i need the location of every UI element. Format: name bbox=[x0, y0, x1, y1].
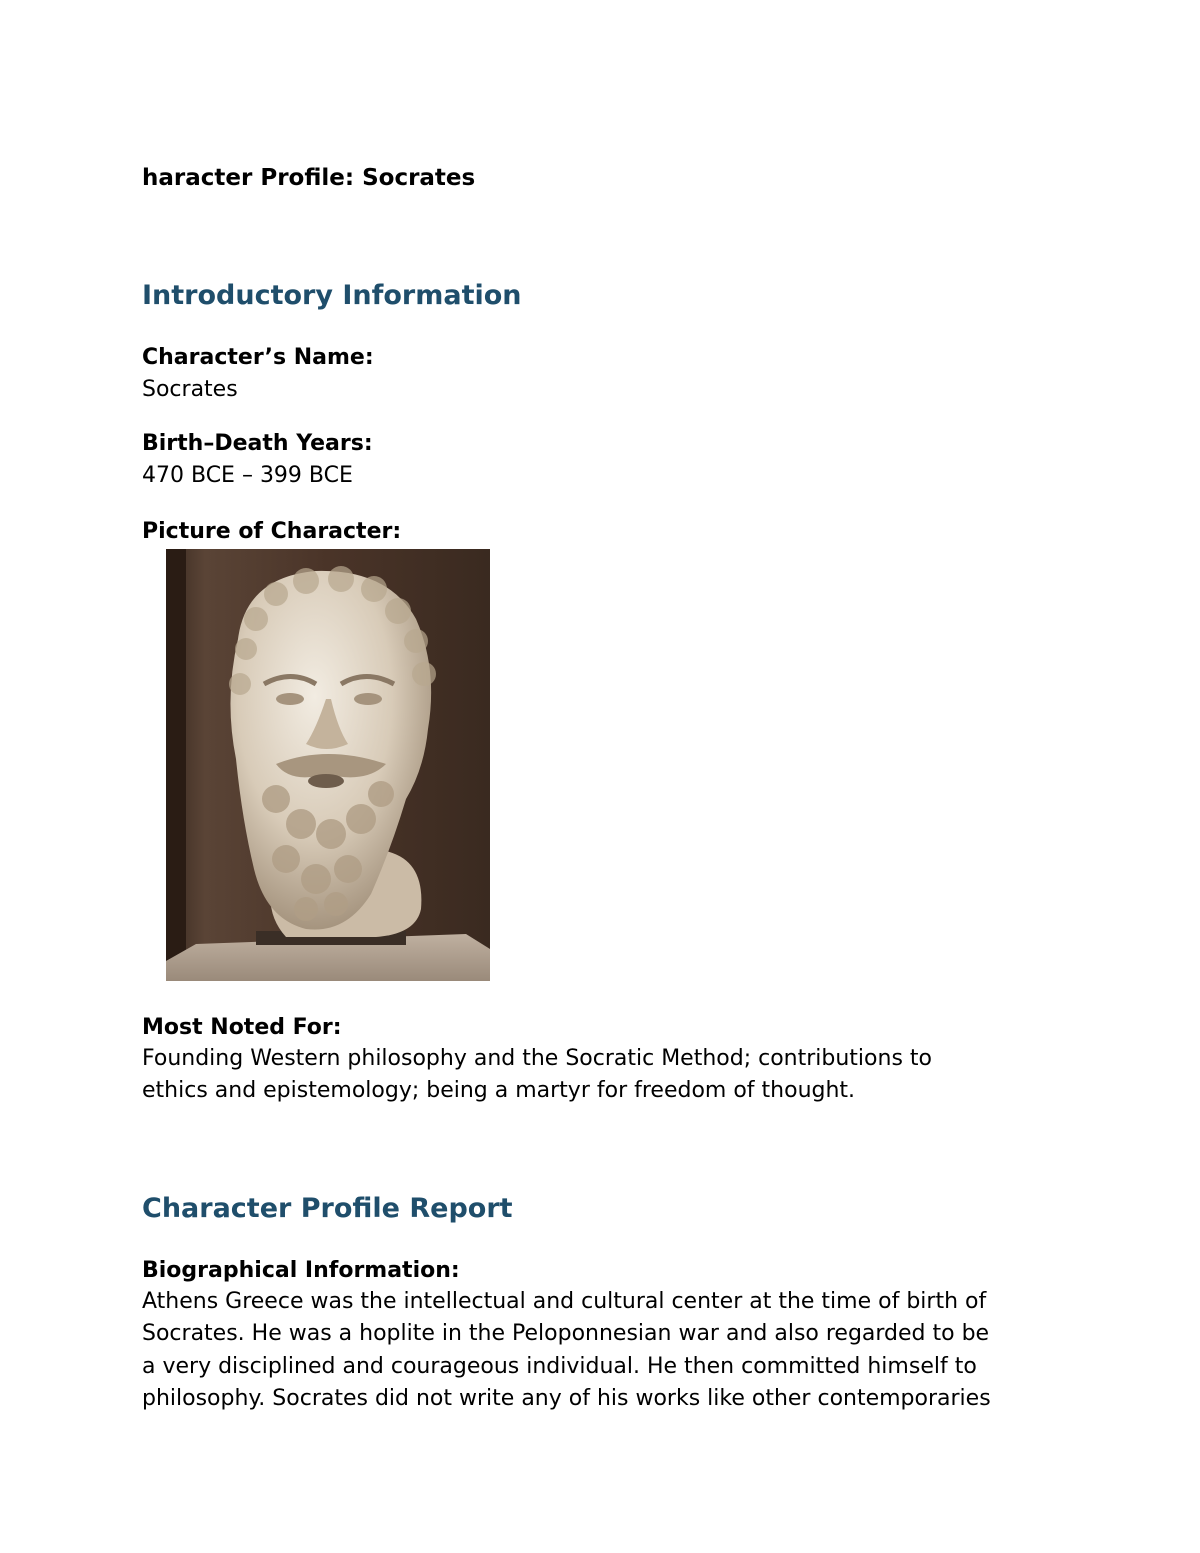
socrates-bust-image bbox=[166, 549, 490, 981]
section-heading-report: Character Profile Report bbox=[142, 1193, 513, 1224]
noted-line: ethics and epistemology; being a martyr for freedom of thought. bbox=[142, 1078, 856, 1104]
bio-line: a very disciplined and courageous individual. He then committed himself to bbox=[142, 1353, 977, 1379]
bio-text bbox=[142, 1286, 1072, 1415]
years-value: 470 BCE – 399 BCE bbox=[142, 463, 353, 488]
section-heading-introductory: Introductory Information bbox=[142, 280, 522, 311]
bio-line: philosophy. Socrates did not write any of his works like other contemporaries bbox=[142, 1385, 991, 1411]
noted-line: Founding Western philosophy and the Socratic Method; contributions to bbox=[142, 1046, 932, 1071]
bio-line: Socrates. He was a hoplite in the Peloponnesian war and also regarded to be bbox=[142, 1321, 990, 1347]
noted-text bbox=[142, 1043, 1072, 1108]
picture-label: Picture of Character: bbox=[142, 519, 402, 544]
years-label: Birth–Death Years: bbox=[142, 431, 373, 456]
document-title: haracter Profile: Socrates bbox=[142, 165, 476, 191]
bio-line: Athens Greece was the intellectual and cultural center at the time of birth of bbox=[142, 1289, 987, 1314]
name-value: Socrates bbox=[142, 377, 238, 402]
noted-label: Most Noted For: bbox=[142, 1015, 342, 1040]
name-label: Character’s Name: bbox=[142, 345, 374, 370]
bio-label: Biographical Information: bbox=[142, 1258, 460, 1283]
